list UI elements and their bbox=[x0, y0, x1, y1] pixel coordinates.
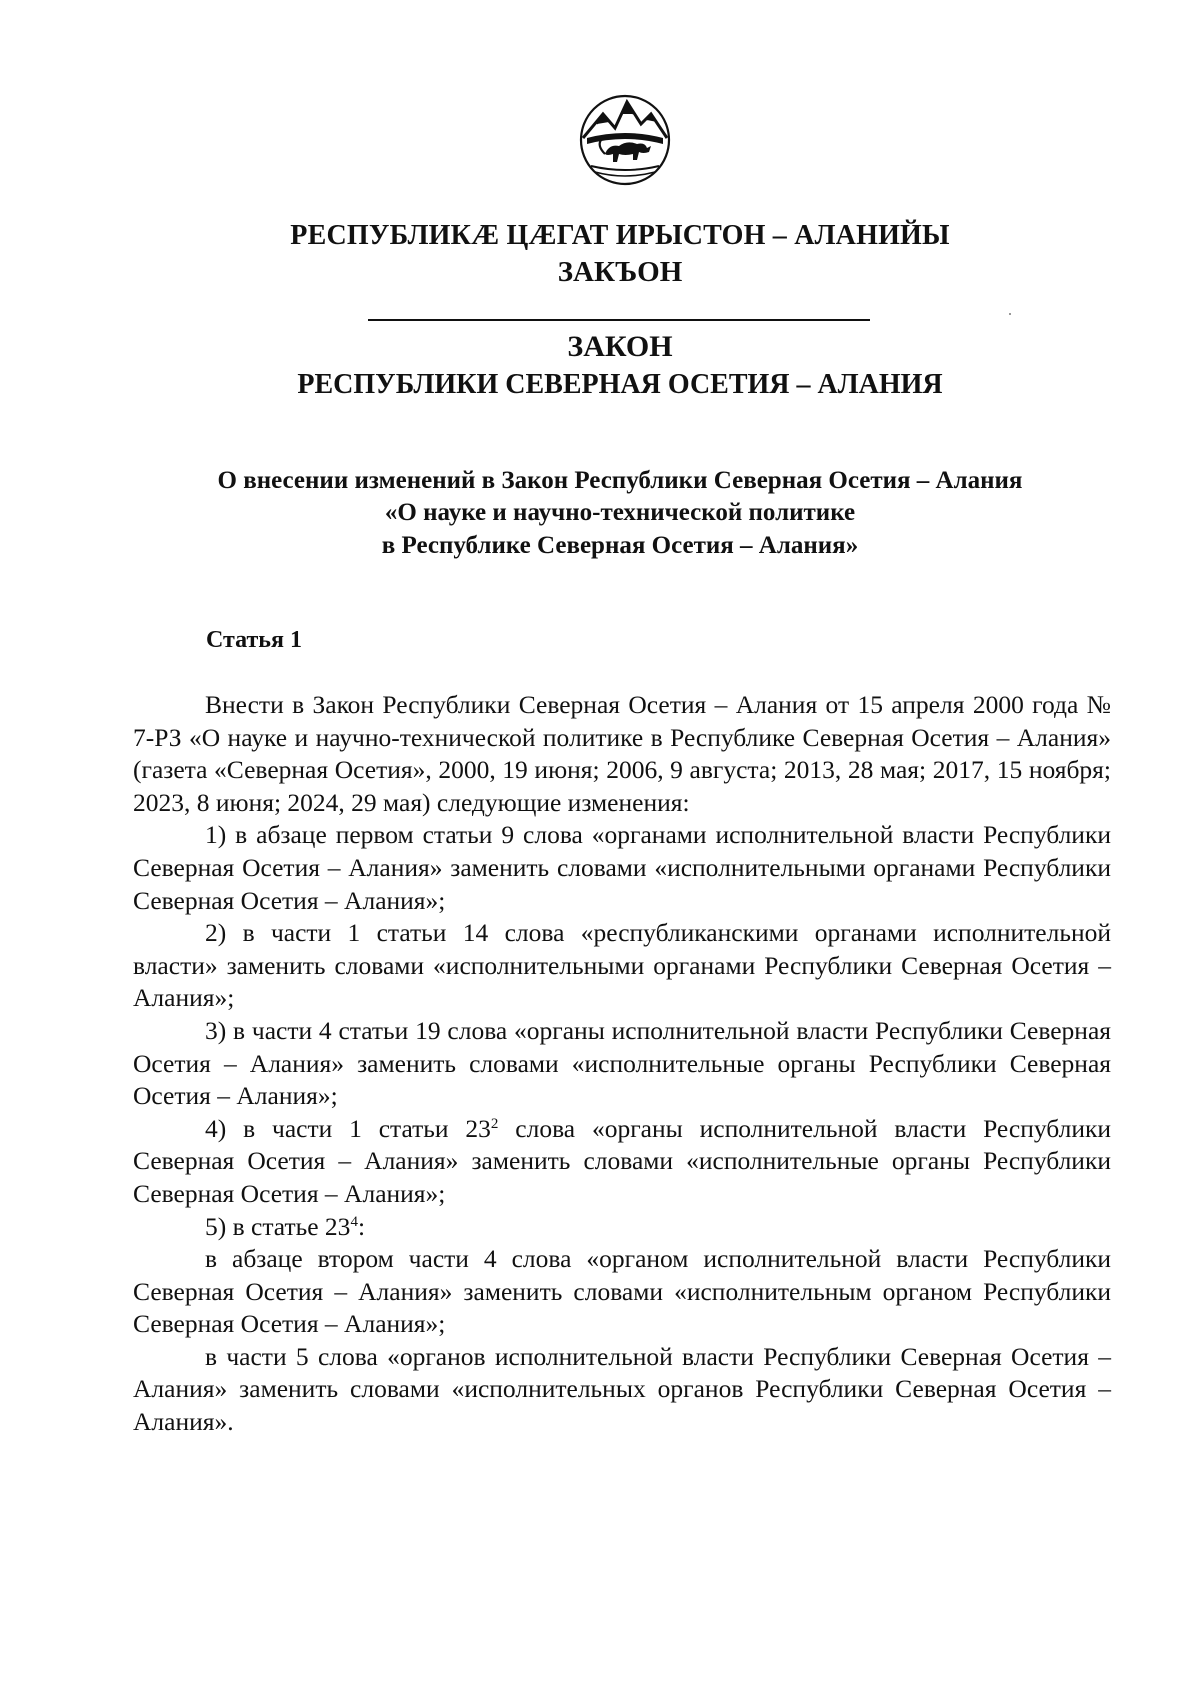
article-number-superscript: 4 bbox=[350, 1213, 358, 1230]
document-title-line-2: «О науке и научно-технической политике bbox=[384, 499, 856, 526]
russian-law-word: ЗАКОН bbox=[567, 330, 673, 363]
amendment-item-4 bbox=[133, 1113, 1111, 1211]
amendment-item-5-start: 5) в статье 23 bbox=[205, 1211, 351, 1241]
scan-artifact bbox=[1009, 313, 1011, 315]
amendment-item-5-paragraph-2: в части 5 слова «органов исполнительной власти Республики Северная Осетия – Алания» заменить словами «исполнительных органов Республики Северная Осетия – Алания». bbox=[133, 1341, 1111, 1437]
amendment-item-5-end: : bbox=[357, 1211, 366, 1241]
amendment-item-2: 2) в части 1 статьи 14 слова «республиканскими органами исполнительной власти» заменить словами «исполнительными органами Республики Северная Осетия – Алания»; bbox=[133, 918, 1111, 1013]
amendment-item-4-end: слова «органы исполнительной власти Республики Северная Осетия – Алания» заменить словами «исполнительные органы Республики Северная Осетия – Алания»; bbox=[133, 1113, 1111, 1208]
amendment-item-5-paragraph-1: в абзаце втором части 4 слова «органом исполнительной власти Республики Северная Осетия – Алания» заменить словами «исполнительным органом Республики Северная Осетия – Алания»; bbox=[133, 1244, 1111, 1339]
amendment-item-1: 1) в абзаце первом статьи 9 слова «органами исполнительной власти Республики Северная Осетия – Алания» заменить словами «исполнительными органами Республики Северная Осетия – Алания»; bbox=[133, 820, 1111, 915]
russian-republic-title: РЕСПУБЛИКИ СЕВЕРНАЯ ОСЕТИЯ – АЛАНИЯ bbox=[297, 369, 943, 400]
amendment-item-4-start: 4) в части 1 статьи 23 bbox=[205, 1113, 491, 1143]
ossetian-republic-title: РЕСПУБЛИКÆ ЦÆГАТ ИРЫСТОН – АЛАНИЙЫ bbox=[290, 220, 950, 251]
document-title-line-3: в Республике Северная Осетия – Алания» bbox=[381, 532, 859, 559]
header-divider bbox=[368, 319, 870, 321]
coat-of-arms-icon bbox=[575, 88, 675, 188]
article-intro-paragraph: Внести в Закон Республики Северная Осетия – Алания от 15 апреля 2000 года № 7-РЗ «О науке и научно-технической политике в Республике Северная Осетия – Алания» (газета «Северная Осетия», 2000, 19 июня; 2006, 9 августа; 2013, 28 мая; 2017, 15 ноября; 2023, 8 июня; 2024, 29 мая) следующие изменения: bbox=[133, 690, 1111, 817]
amendment-item-5 bbox=[133, 1211, 1111, 1244]
article-number-superscript: 2 bbox=[490, 1115, 499, 1132]
ossetian-law-word: ЗАКЪОН bbox=[557, 256, 683, 288]
article-heading: Статья 1 bbox=[206, 627, 302, 653]
document-title-line-1: О внесении изменений в Закон Республики Северная Осетия – Алания bbox=[217, 467, 1023, 494]
amendment-item-3: 3) в части 4 статьи 19 слова «органы исполнительной власти Республики Северная Осетия – Алания» заменить словами «исполнительные органы Республики Северная Осетия – Алания»; bbox=[133, 1015, 1111, 1111]
article-body bbox=[133, 689, 1111, 1439]
